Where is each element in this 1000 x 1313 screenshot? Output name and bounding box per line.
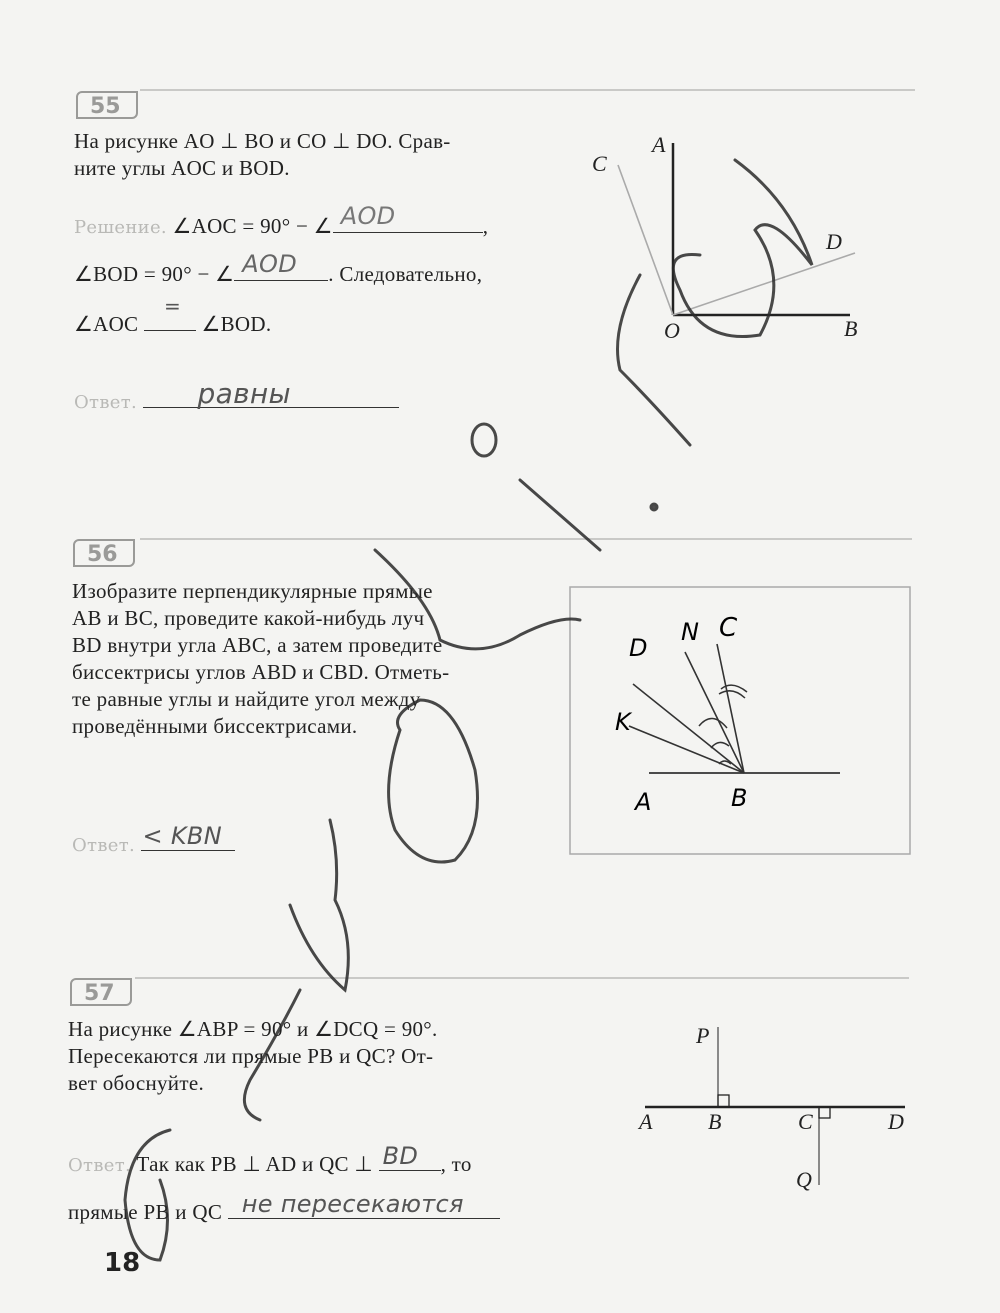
- fig56-label-D: D: [629, 634, 648, 662]
- problem-56-line-1: Изобразите перпендикулярные прямые: [72, 579, 433, 603]
- answer-57-line-1: [68, 1142, 472, 1179]
- section-rule-55: [140, 89, 915, 91]
- fig56-label-N: N: [681, 618, 699, 646]
- answer-55: [74, 377, 399, 416]
- fig56-label-B: B: [731, 784, 748, 812]
- answer-55-handwritten: равны: [197, 377, 291, 410]
- answer-57-label: Ответ.: [68, 1155, 131, 1176]
- fig55-label-B: B: [844, 316, 858, 341]
- fig56-label-K: K: [615, 708, 631, 736]
- fig57-label-A: A: [639, 1109, 653, 1134]
- fig55-label-D: D: [826, 229, 842, 254]
- problem-56-line-6: проведёнными биссектрисами.: [72, 714, 358, 738]
- fig56-label-A: A: [635, 788, 652, 816]
- fig55-label-A: A: [652, 132, 666, 157]
- problem-number-57: 57: [70, 978, 132, 1006]
- problem-57-line-2: Пересекаются ли прямые PB и QC? От-: [68, 1044, 434, 1068]
- answer-57-suffix: , то: [440, 1152, 472, 1176]
- solution-line-1-prefix: ∠AOC = 90° − ∠: [172, 214, 333, 238]
- solution-line-3: [74, 294, 272, 338]
- handwritten-equals: =: [163, 294, 181, 318]
- solution-line-1-blank[interactable]: [333, 202, 483, 233]
- answer-57-prefix: Так как PB ⊥ AD и QC ⊥: [136, 1152, 373, 1176]
- solution-line-2: [74, 250, 483, 288]
- answer-55-label: Ответ.: [74, 392, 137, 413]
- page-number: 18: [104, 1248, 141, 1278]
- fig57-label-D: D: [888, 1109, 904, 1134]
- answer-56-handwritten: < KBN: [142, 822, 222, 850]
- answer-56: [72, 822, 235, 859]
- answer-57-line-2: [68, 1190, 500, 1226]
- section-rule-57: [135, 977, 909, 979]
- figure-55: [580, 125, 880, 355]
- problem-57-text: [68, 1016, 538, 1097]
- answer-57-handwritten-bd: BD: [382, 1142, 419, 1170]
- handwritten-aod-2: AOD: [242, 250, 297, 278]
- solution-line-3-blank[interactable]: [144, 294, 196, 331]
- problem-57-line-3: вет обоснуйте.: [68, 1071, 204, 1095]
- solution-line-1: [74, 202, 489, 241]
- problem-56-text: [72, 578, 542, 740]
- fig55-label-O: O: [664, 318, 680, 343]
- problem-57-line-1: На рисунке ∠ABP = 90° и ∠DCQ = 90°.: [68, 1017, 438, 1041]
- problem-55-text: [74, 128, 544, 182]
- solution-label: Решение.: [74, 217, 167, 238]
- fig57-label-B: B: [708, 1109, 722, 1134]
- solution-line-1-suffix: ,: [482, 214, 489, 238]
- figure-56: [569, 586, 911, 856]
- solution-line-3-prefix: ∠AOC: [74, 312, 139, 336]
- answer-57-line-2-prefix: прямые PB и QC: [68, 1200, 223, 1224]
- fig57-label-P: P: [696, 1023, 710, 1048]
- figure-57: [630, 1015, 920, 1195]
- answer-57-blank[interactable]: [379, 1142, 441, 1171]
- fig57-label-Q: Q: [796, 1167, 812, 1192]
- problem-56-line-5: те равные углы и найдите угол между: [72, 687, 421, 711]
- answer-57-handwritten: не пересекаются: [241, 1190, 464, 1218]
- problem-55-line-2: ните углы AOC и BOD.: [74, 156, 290, 180]
- answer-57-line-2-blank[interactable]: [228, 1190, 500, 1219]
- answer-56-blank[interactable]: [141, 822, 235, 851]
- fig57-label-C: C: [798, 1109, 813, 1134]
- handwritten-aod-1: AOD: [340, 202, 396, 230]
- solution-line-2-prefix: ∠BOD = 90° − ∠: [74, 262, 235, 286]
- solution-line-2-suffix: . Следовательно,: [328, 262, 483, 286]
- problem-56-line-2: AB и BC, проведите какой-нибудь луч: [72, 606, 425, 630]
- section-rule-56: [140, 538, 912, 540]
- problem-56-line-4: биссектрисы углов ABD и CBD. Отметь-: [72, 660, 450, 684]
- solution-line-3-suffix: ∠BOD.: [201, 312, 272, 336]
- answer-55-blank[interactable]: [143, 377, 399, 410]
- problem-55-line-1: На рисунке AO ⊥ BO и CO ⊥ DO. Срав-: [74, 129, 451, 153]
- problem-56-line-3: BD внутри угла ABC, а затем проведите: [72, 633, 443, 657]
- solution-line-2-blank[interactable]: [234, 250, 328, 281]
- problem-number-55: 55: [76, 91, 138, 119]
- fig56-label-C: C: [719, 613, 738, 643]
- problem-number-56: 56: [73, 539, 135, 567]
- answer-56-label: Ответ.: [72, 835, 135, 856]
- fig55-label-C: C: [592, 151, 607, 176]
